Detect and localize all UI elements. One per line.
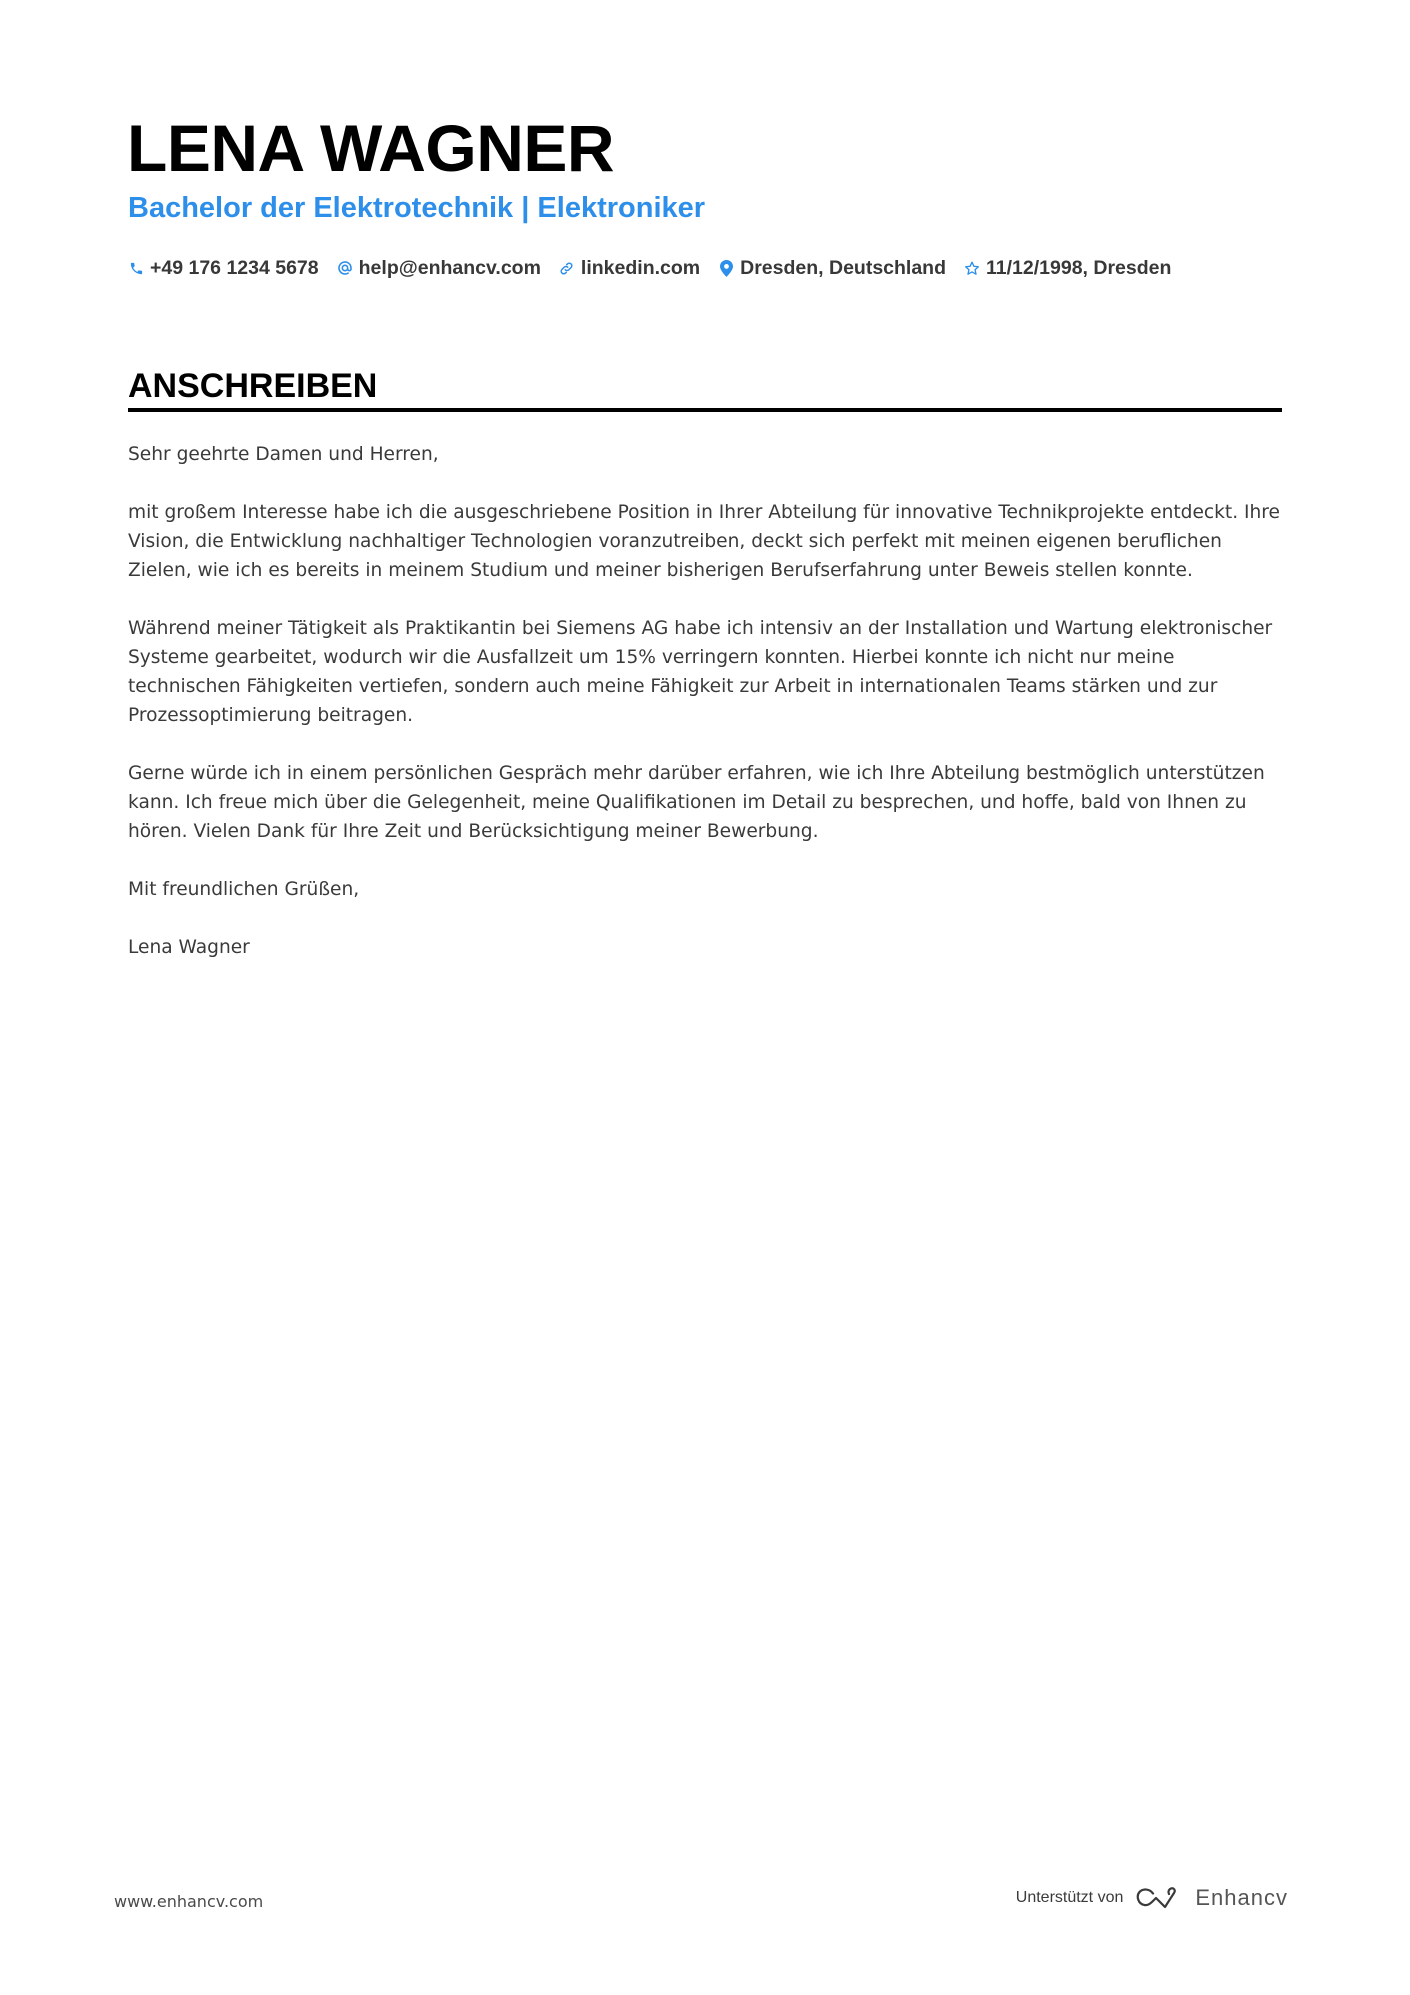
letter-signature: Lena Wagner <box>128 937 250 958</box>
enhancv-wordmark: Enhancv <box>1195 1885 1288 1910</box>
link-icon <box>559 259 575 277</box>
section-divider <box>128 408 1282 412</box>
contact-location <box>718 257 946 280</box>
letter-paragraph: Gerne würde ich in einem persönlichen Gespräch mehr darüber erfahren, wie ich Ihre Abteilung bestmöglich unterstützen kann. Ich freue mich über die Gelegenheit, meine Qualifikationen im Detail zu besprechen, und hoffe, bald von Ihnen zu hören. Vielen Dank für Ihre Zeit und Berücksichtigung meiner Bewerbung. <box>128 763 1265 842</box>
footer-branding[interactable] <box>1016 1885 1288 1911</box>
contact-email-text: help@enhancv.com <box>358 256 541 279</box>
powered-by-label: Unterstützt von <box>1015 1889 1124 1906</box>
contact-phone[interactable] <box>128 257 319 280</box>
contact-linkedin-text: linkedin.com <box>580 256 701 279</box>
letter-paragraph: Während meiner Tätigkeit als Praktikantin bei Siemens AG habe ich intensiv an der Installation und Wartung elektronischer Systeme gearbeitet, wodurch wir die Ausfallzeit um 15% verringern konnten. Hierbei konnte ich nicht nur meine technischen Fähigkeiten vertiefen, sondern auch meine Fähigkeit zur Arbeit in internationalen Teams stärken und zur Prozessoptimierung beitragen. <box>128 618 1273 726</box>
contact-row <box>128 253 1189 283</box>
enhancv-logo-icon <box>1135 1885 1181 1911</box>
contact-birth-text: 11/12/1998, Dresden <box>986 256 1172 279</box>
contact-birth <box>964 257 1171 280</box>
location-pin-icon <box>718 259 734 277</box>
letter-body <box>128 440 1288 991</box>
section-title: ANSCHREIBEN <box>128 367 378 405</box>
contact-location-text: Dresden, Deutschland <box>740 256 947 279</box>
phone-icon <box>128 259 144 277</box>
contact-email[interactable] <box>337 257 541 280</box>
applicant-name: LENA WAGNER <box>127 111 615 185</box>
at-icon <box>337 259 353 277</box>
contact-phone-text: +49 176 1234 5678 <box>150 256 319 279</box>
letter-salutation: Sehr geehrte Damen und Herren, <box>128 444 439 465</box>
applicant-headline: Bachelor der Elektrotechnik | Elektroniker <box>128 192 706 224</box>
star-icon <box>964 259 980 277</box>
letter-paragraph: mit großem Interesse habe ich die ausgeschriebene Position in Ihrer Abteilung für innovative Technikprojekte entdeckt. Ihre Vision, die Entwicklung nachhaltiger Technologien voranzutreiben, deckt sich perfekt mit meinen eigenen beruflichen Zielen, wie ich es bereits in meinem Studium und meiner bisherigen Berufserfahrung unter Beweis stellen konnte. <box>128 502 1280 581</box>
footer-website-link[interactable]: www.enhancv.com <box>114 1892 264 1911</box>
letter-closing: Mit freundlichen Grüßen, <box>128 879 360 900</box>
contact-linkedin[interactable] <box>559 257 700 280</box>
